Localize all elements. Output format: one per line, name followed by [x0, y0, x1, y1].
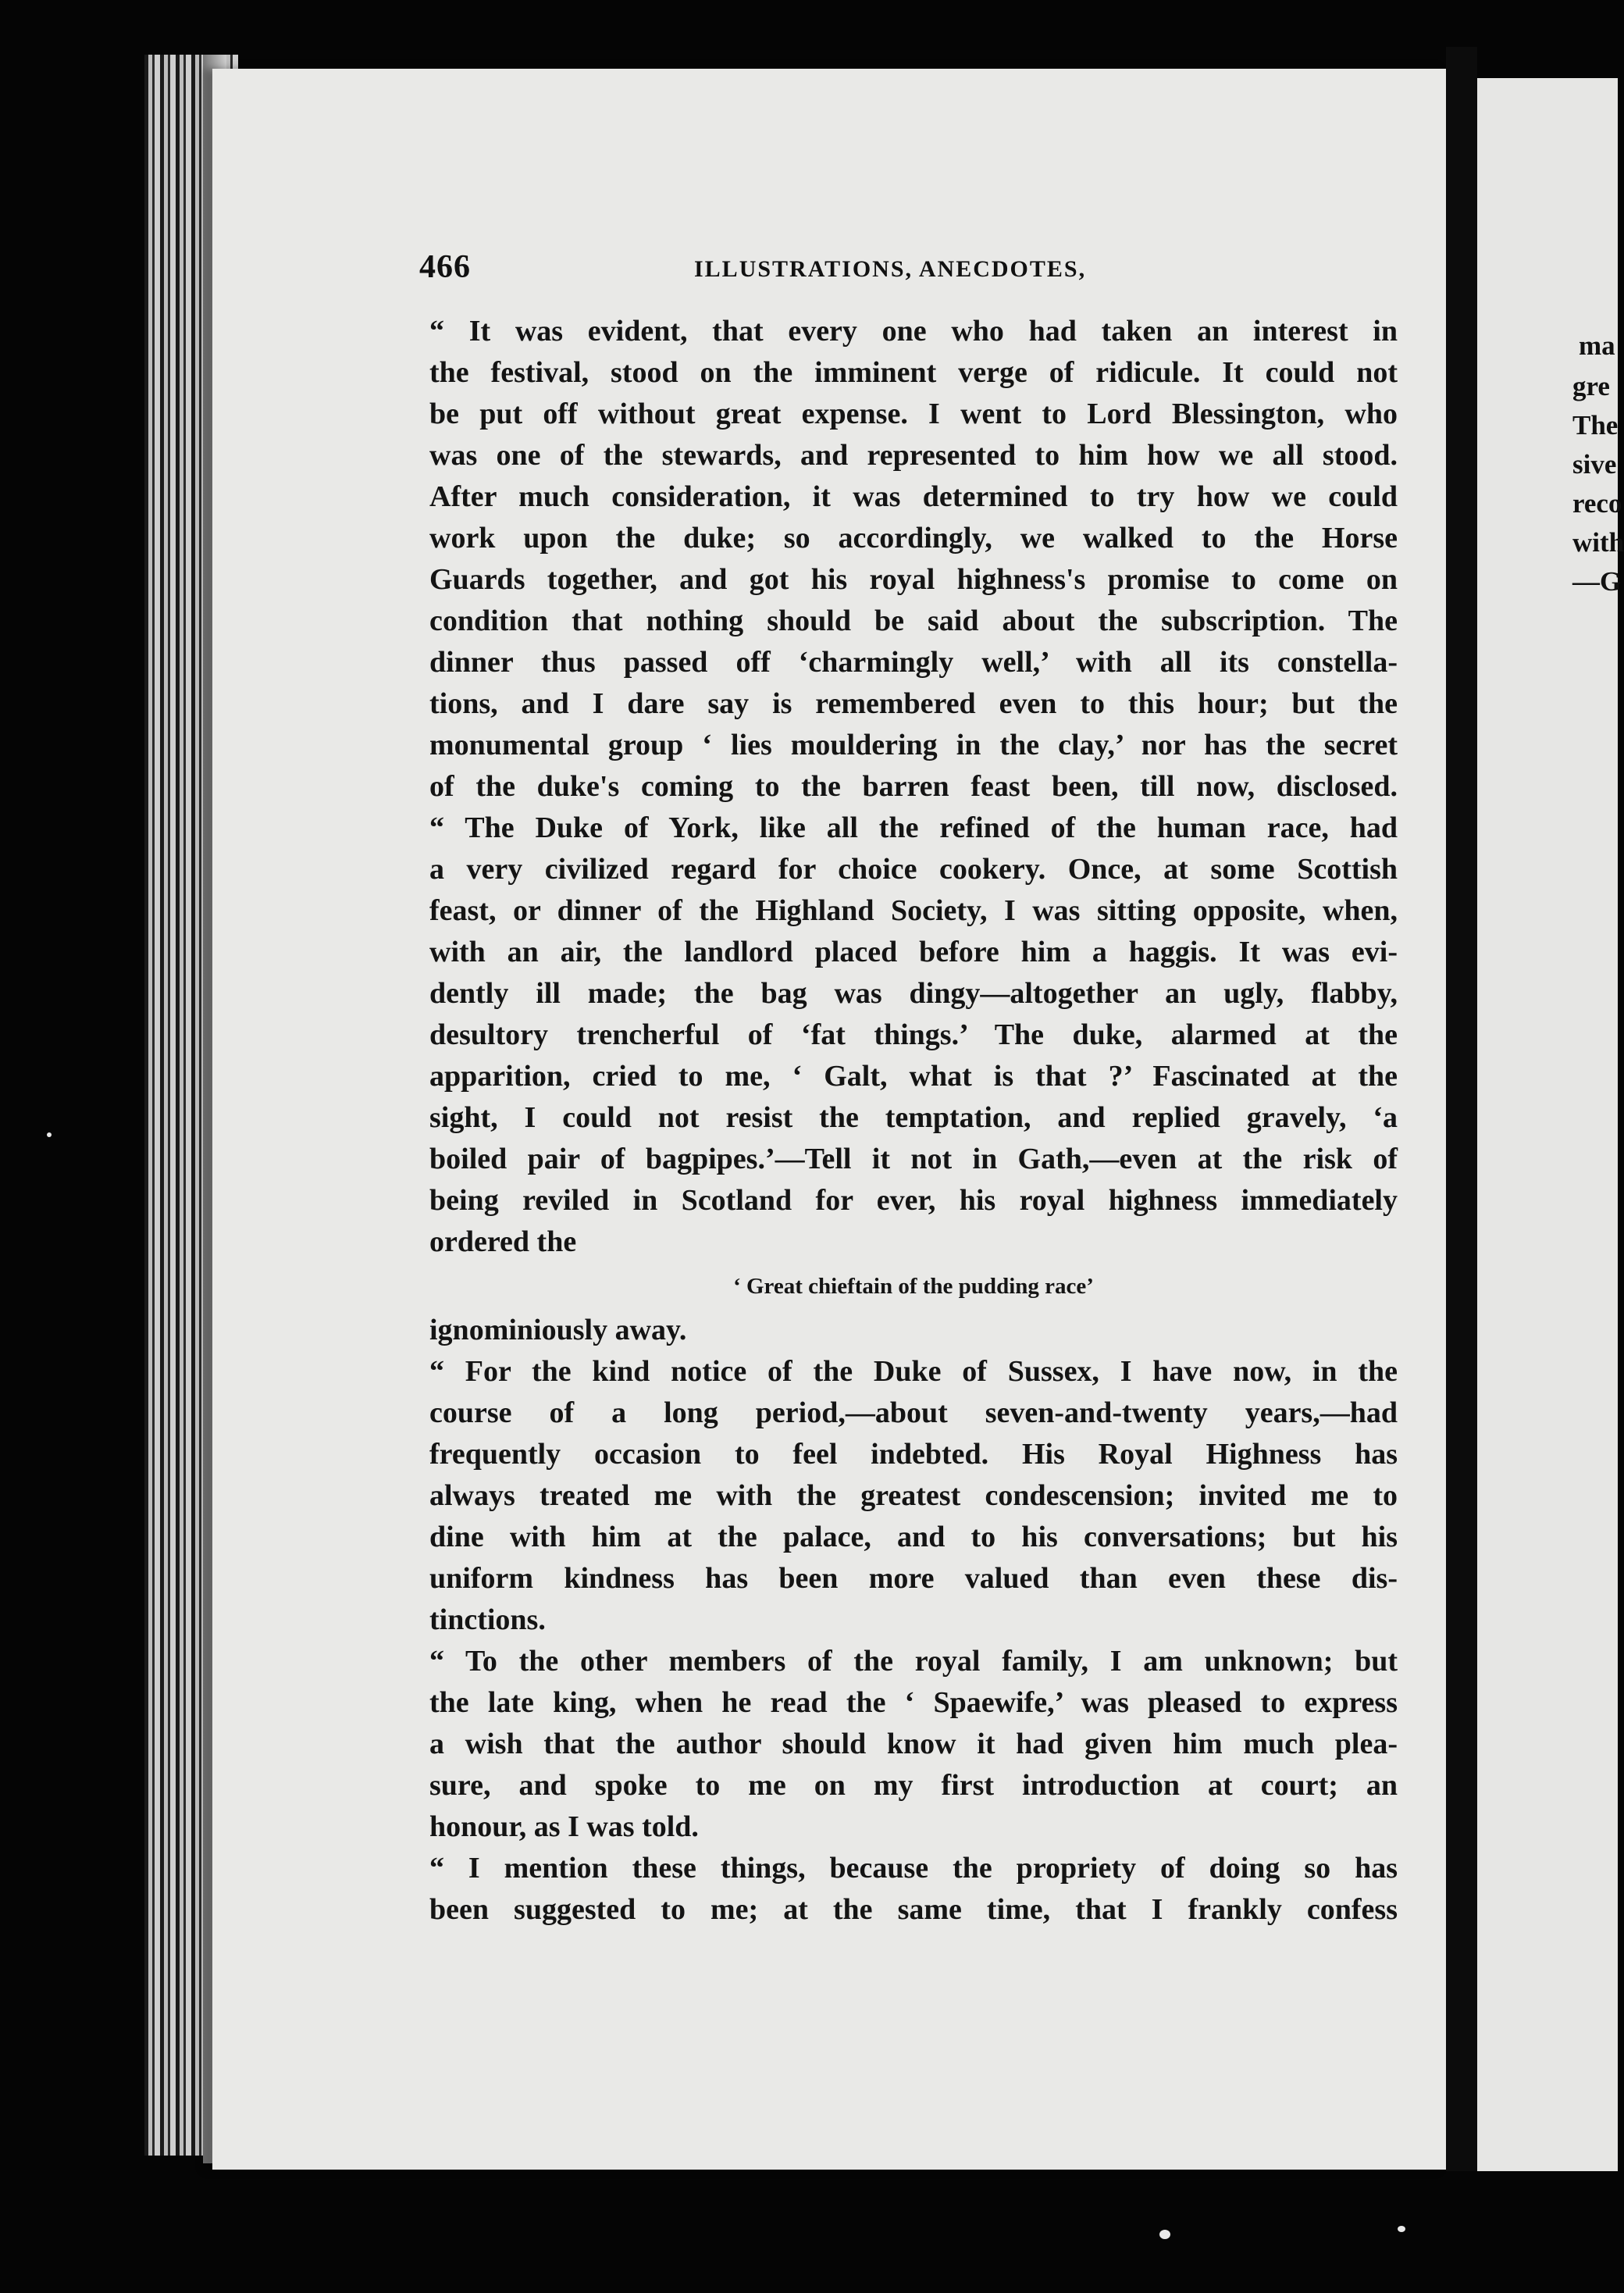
- facing-page-line: The: [1572, 410, 1619, 440]
- text-line: work upon the duke; so accordingly, we walked to the Horse: [429, 522, 1398, 555]
- text-line: dently ill made; the bag was dingy—altogether an ugly, flabby,: [429, 977, 1398, 1010]
- body-text: [429, 311, 1398, 1931]
- text-line: feast, or dinner of the Highland Society, I was sitting opposite, when,: [429, 894, 1398, 927]
- facing-page-line: gre: [1572, 371, 1610, 401]
- verse-quote: ‘ Great chieftain of the pudding race’: [733, 1274, 1094, 1299]
- text-line: condition that nothing should be said about the subscription. The: [429, 604, 1398, 637]
- text-line: “ I mention these things, because the propriety of doing so has: [429, 1852, 1398, 1885]
- text-line: been suggested to me; at the same time, that I frankly confess: [429, 1893, 1398, 1926]
- text-line: with an air, the landlord placed before him a haggis. It was evi-: [429, 936, 1398, 968]
- text-line: honour, as I was told.: [429, 1810, 699, 1843]
- text-line: being reviled in Scotland for ever, his royal highness immediately: [429, 1184, 1398, 1217]
- text-line: the festival, stood on the imminent verge of ridicule. It could not: [429, 356, 1398, 389]
- facing-page-line: ma: [1579, 330, 1615, 361]
- text-line: ignominiously away.: [429, 1314, 687, 1346]
- text-line: was one of the stewards, and represented to him how we all stood.: [429, 439, 1398, 472]
- book-gutter: [1446, 47, 1477, 2171]
- text-line: boiled pair of bagpipes.’—Tell it not in Gath,—even at the risk of: [429, 1143, 1398, 1175]
- page-number: 466: [419, 249, 471, 285]
- text-line: a wish that the author should know it had given him much plea-: [429, 1728, 1398, 1760]
- text-line: the late king, when he read the ‘ Spaewife,’ was pleased to express: [429, 1686, 1398, 1719]
- text-line: uniform kindness has been more valued than even these dis-: [429, 1562, 1398, 1595]
- text-line: tinctions.: [429, 1603, 546, 1636]
- text-line: desultory trencherful of ‘fat things.’ The duke, alarmed at the: [429, 1018, 1398, 1051]
- page-header: [419, 248, 1395, 295]
- text-line: After much consideration, it was determined to try how we could: [429, 480, 1398, 513]
- text-line: ordered the: [429, 1225, 577, 1258]
- text-line: tions, and I dare say is remembered even to this hour; but the: [429, 687, 1398, 720]
- text-line: dine with him at the palace, and to his conversations; but his: [429, 1521, 1398, 1553]
- scan-speck: [47, 1132, 52, 1137]
- text-line: Guards together, and got his royal highness's promise to come on: [429, 563, 1398, 596]
- text-line: a very civilized regard for choice cookery. Once, at some Scottish: [429, 853, 1398, 886]
- text-line: “ It was evident, that every one who had taken an interest in: [429, 315, 1398, 348]
- facing-page-line: sive: [1572, 449, 1617, 480]
- text-line: “ The Duke of York, like all the refined of the human race, had: [429, 811, 1398, 844]
- scan-speck: [1398, 2226, 1405, 2232]
- text-line: “ For the kind notice of the Duke of Sussex, I have now, in the: [429, 1355, 1398, 1388]
- text-line: always treated me with the greatest condescension; invited me to: [429, 1479, 1398, 1512]
- facing-page-line: —G: [1572, 566, 1622, 597]
- text-line: dinner thus passed off ‘charmingly well,’ with all its constella-: [429, 646, 1398, 679]
- facing-page: [1477, 78, 1624, 2171]
- text-line: course of a long period,—about seven-and-twenty years,—had: [429, 1396, 1398, 1429]
- facing-page-line: reco: [1572, 488, 1622, 519]
- text-line: apparition, cried to me, ‘ Galt, what is that ?’ Fascinated at the: [429, 1060, 1398, 1093]
- text-line: sure, and spoke to me on my first introduction at court; an: [429, 1769, 1398, 1802]
- text-line: sight, I could not resist the temptation, and replied gravely, ‘a: [429, 1101, 1398, 1134]
- text-line: “ To the other members of the royal family, I am unknown; but: [429, 1645, 1398, 1678]
- facing-page-line: with: [1572, 527, 1624, 558]
- running-head: ILLUSTRATIONS, ANECDOTES,: [694, 256, 1087, 282]
- text-line: frequently occasion to feel indebted. His Royal Highness has: [429, 1438, 1398, 1471]
- text-line: of the duke's coming to the barren feast been, till now, disclosed.: [429, 770, 1398, 803]
- text-line: be put off without great expense. I went to Lord Blessington, who: [429, 398, 1398, 430]
- text-line: monumental group ‘ lies mouldering in the clay,’ nor has the secret: [429, 729, 1398, 761]
- scan-speck: [1159, 2230, 1170, 2239]
